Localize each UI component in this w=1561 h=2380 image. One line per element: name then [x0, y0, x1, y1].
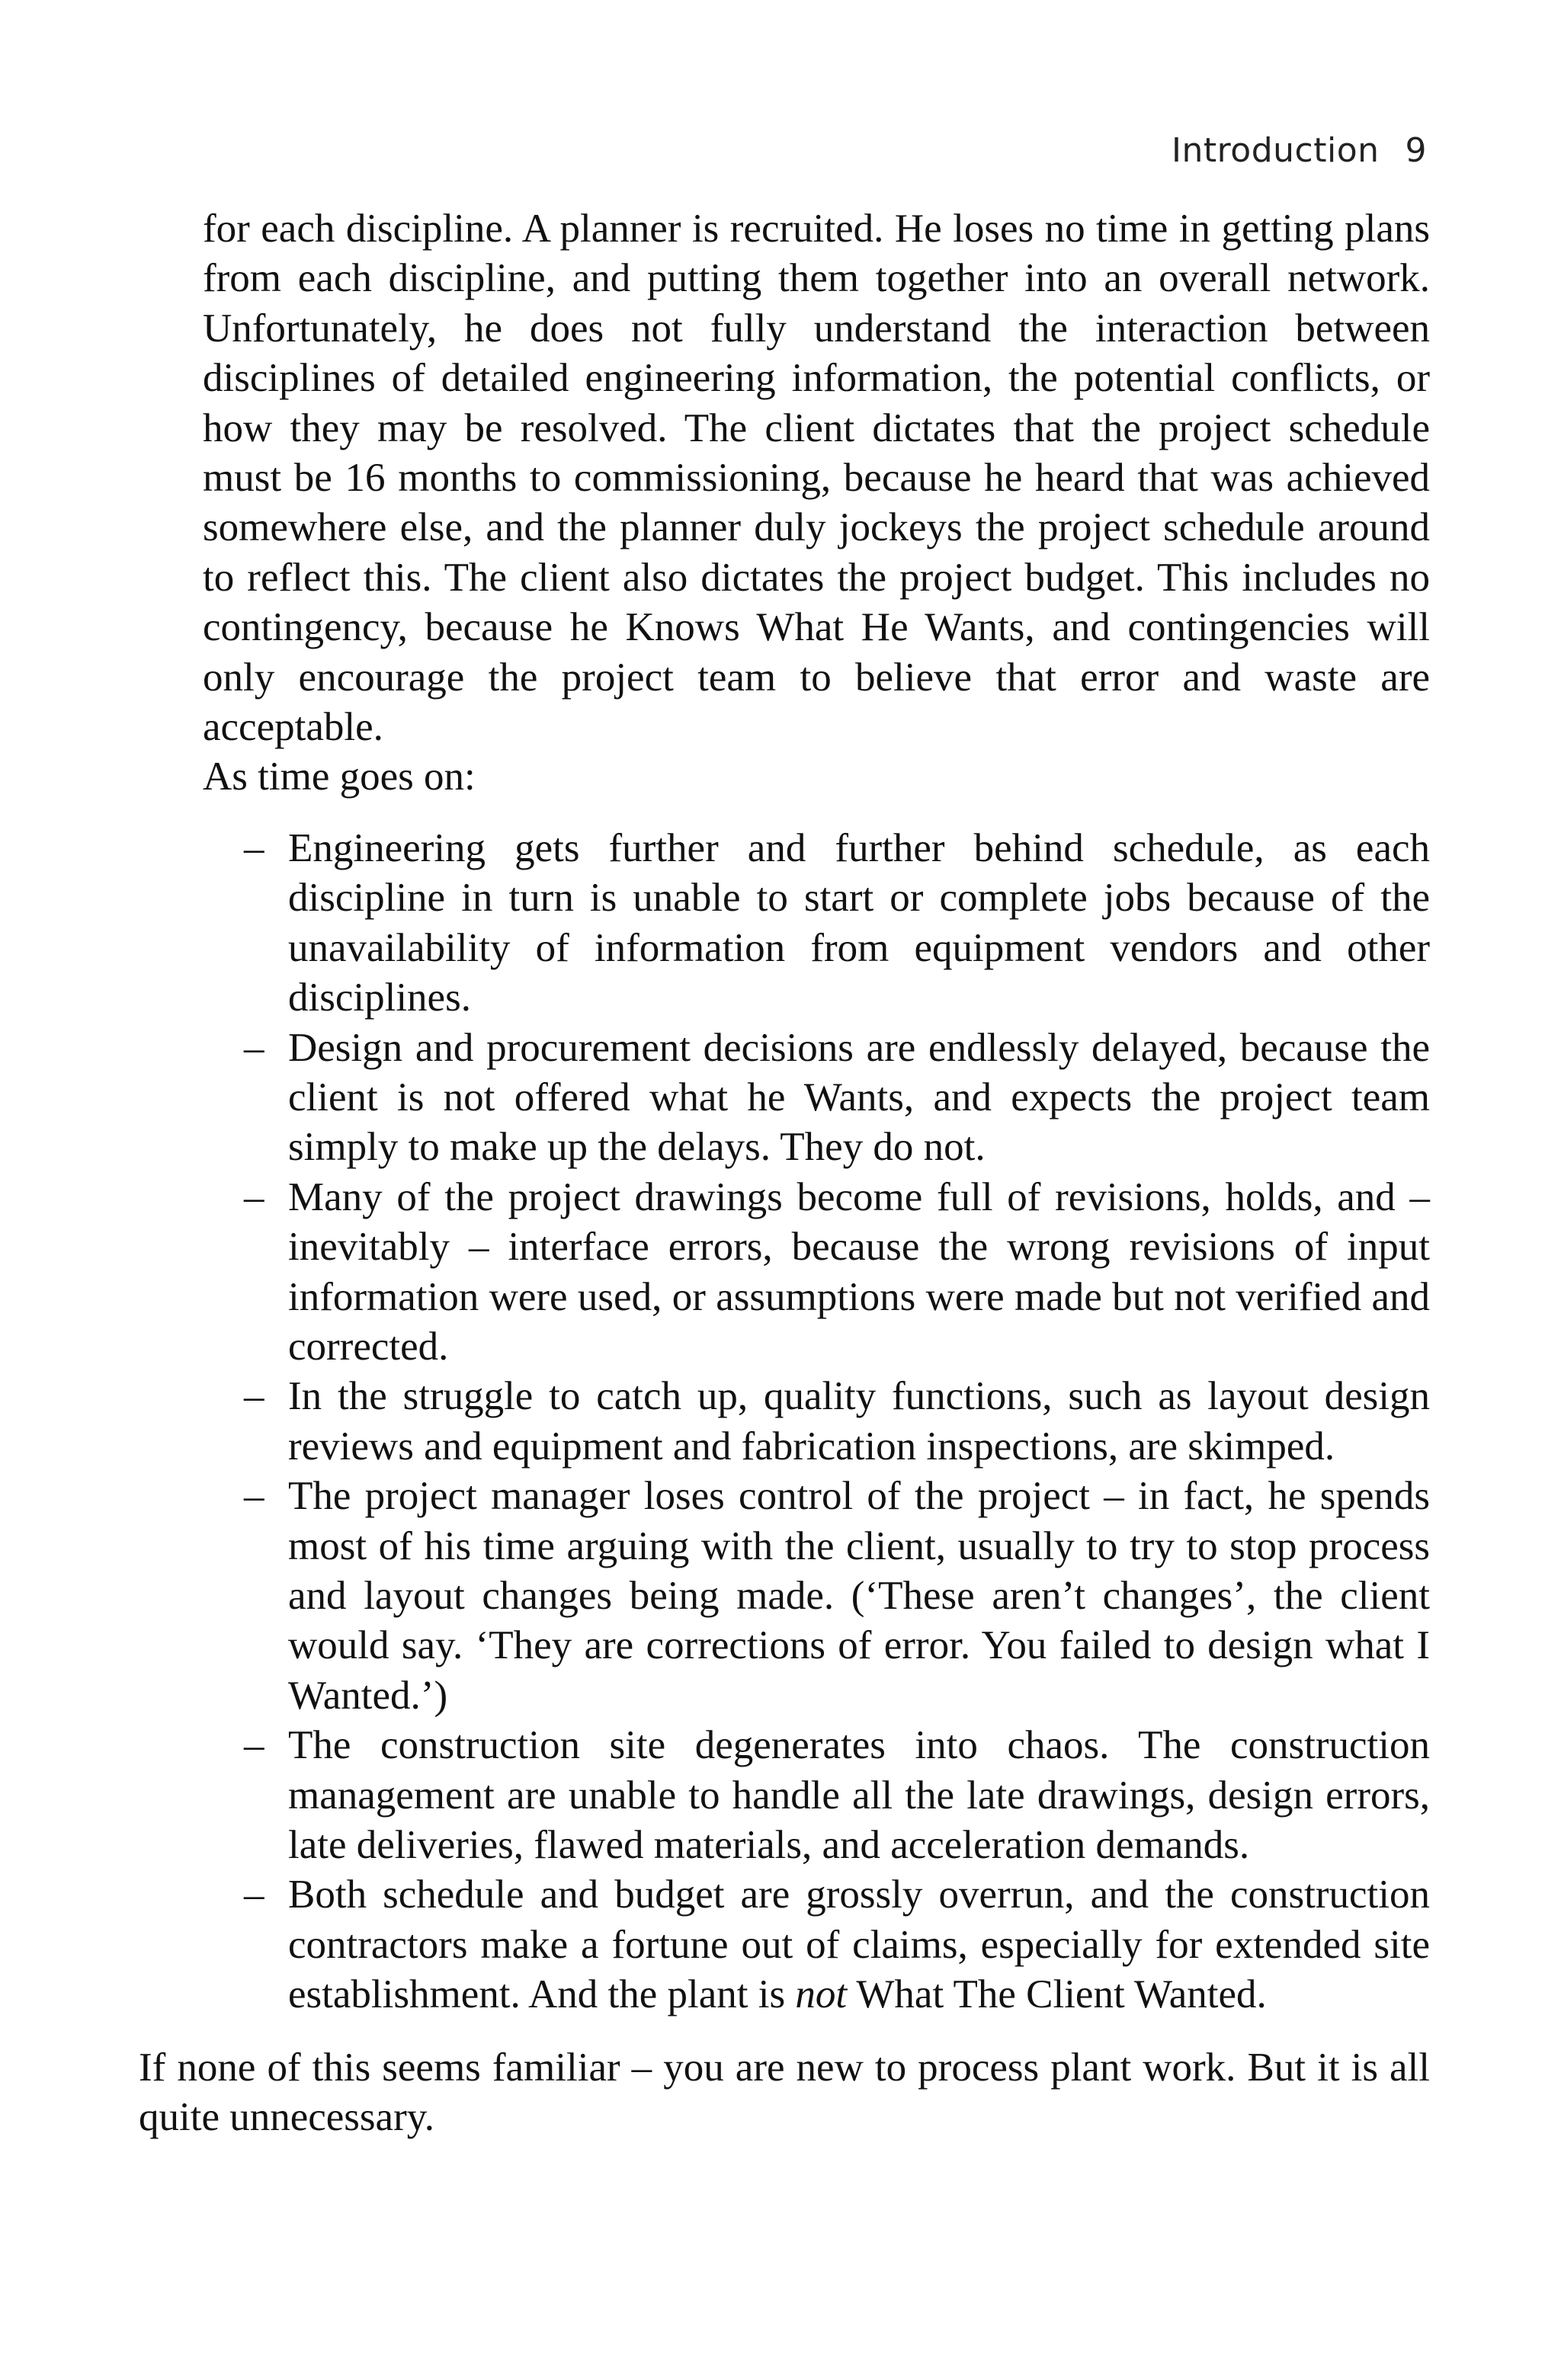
dash-marker: –: [244, 825, 264, 870]
dash-marker: –: [244, 1174, 264, 1219]
list-item-text: In the struggle to catch up, quality functions, such as layout design reviews and equipment and fabrication inspections, are skimped.: [288, 1374, 1430, 1469]
list-item-text: Design and procurement decisions are endlessly delayed, because the client is not offered what he Wants, and expects the project team simply to make up the delays. They do not.: [288, 1025, 1430, 1170]
list-item-text: Engineering gets further and further behind schedule, as each discipline in turn is unable to start or complete jobs because of the unavailability of information from equipment vendors and other disciplines.: [288, 825, 1430, 1020]
dash-marker: –: [244, 1474, 264, 1519]
list-item: [244, 1372, 1430, 1472]
dash-marker: –: [244, 1025, 264, 1070]
lead-in-line: As time goes on:: [203, 754, 476, 799]
section-title: Introduction: [1172, 131, 1380, 170]
emphasized-word: not: [795, 1972, 848, 2017]
closing-paragraph: If none of this seems familiar – you are new to process plant work. But it is all quite unnecessary.: [139, 2045, 1430, 2140]
list-item-text-before: Both schedule and budget are grossly overrun, and the construction contractors make a fortune out of claims, especially for extended site establishment. And the plant is: [288, 1872, 1430, 2017]
list-item: [244, 1472, 1430, 1721]
running-head: [1172, 131, 1427, 170]
indented-block: [139, 204, 1430, 802]
dash-marker: –: [244, 1723, 264, 1768]
opening-paragraph: for each discipline. A planner is recruited. He loses no time in getting plans from each discipline, and putting them together into an overall network. Unfortunately, he does not fully understand the interaction between disciplines of detailed engineering information, the potential conflicts, or how they may be resolved. The client dictates that the project schedule must be 16 months to commissioning, because he heard that was achieved somewhere else, and the planner duly jockeys the project schedule around to reflect this. The client also dictates the project budget. This includes no contingency, because he Knows What He Wants, and contingencies will only encourage the project team to believe that error and waste are acceptable.: [203, 207, 1430, 750]
list-item: [244, 1023, 1430, 1173]
list-item: [244, 1173, 1430, 1373]
page-body: [139, 204, 1430, 2142]
list-item: [244, 1721, 1430, 1870]
list-item: [244, 1870, 1430, 2020]
list-item: [244, 824, 1430, 1023]
page-number: 9: [1405, 131, 1427, 170]
dash-list: [139, 824, 1430, 2020]
list-item-text: The project manager loses control of the project – in fact, he spends most of his time arguing with the client, usually to try to stop process and layout changes being made. (‘These aren’t changes’, the client would say. ‘They are corrections of error. You failed to design what I Wanted.’): [288, 1474, 1430, 1718]
dash-marker: –: [244, 1374, 264, 1419]
list-item-text: The construction site degenerates into chaos. The construction management are unable to handle all the late drawings, design errors, late deliveries, flawed materials, and acceleration demands.: [288, 1723, 1430, 1867]
list-item-text: Many of the project drawings become full of revisions, holds, and – inevitably – interface errors, because the wrong revisions of input information were used, or assumptions were made but not verified and corrected.: [288, 1174, 1430, 1369]
list-item-text-after: What The Client Wanted.: [847, 1972, 1267, 2017]
dash-marker: –: [244, 1872, 264, 1917]
